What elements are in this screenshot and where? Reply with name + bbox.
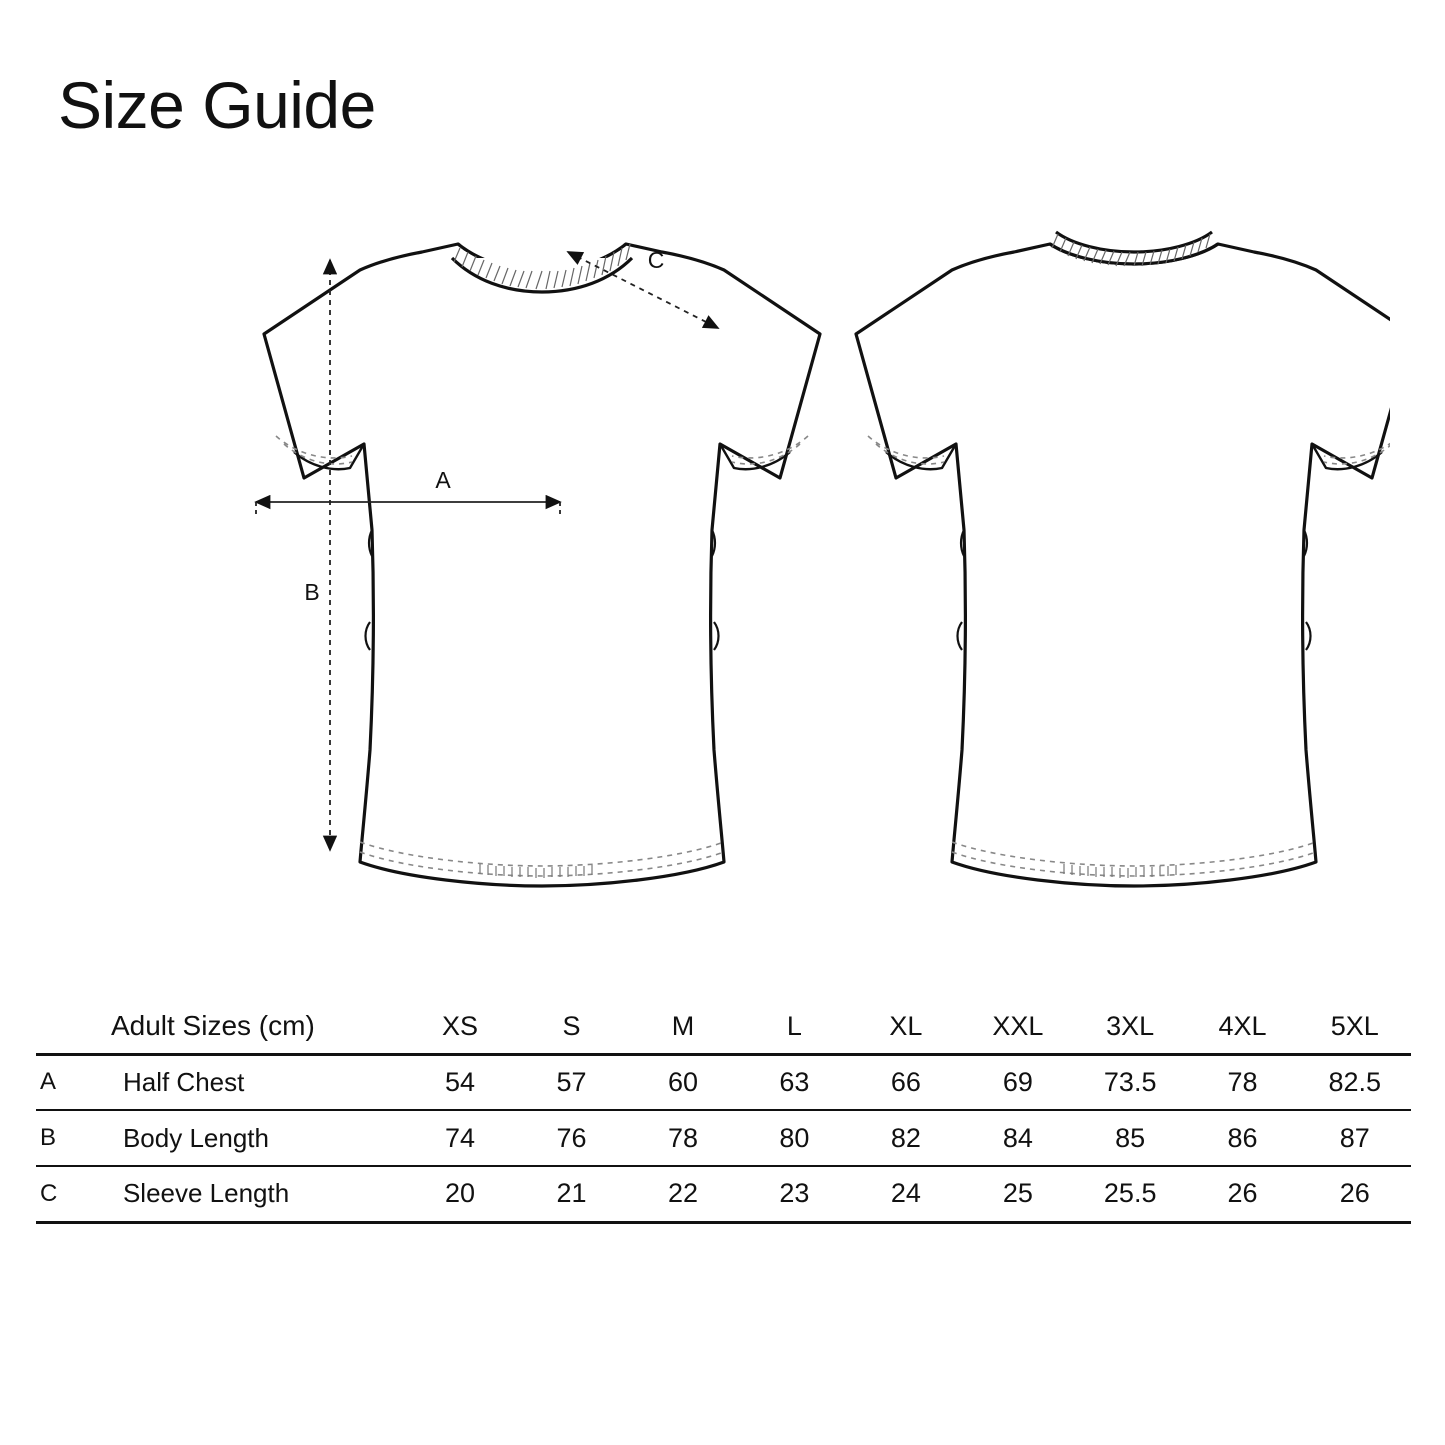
cell-c-s: 21 xyxy=(516,1166,627,1222)
table-row xyxy=(36,1110,1411,1166)
size-chart-table xyxy=(36,1000,1411,1224)
cell-b-m: 78 xyxy=(627,1110,738,1166)
cell-a-xxl: 69 xyxy=(962,1054,1074,1110)
header-key xyxy=(36,1000,81,1054)
header-size-3xl: 3XL xyxy=(1074,1000,1186,1054)
cell-a-l: 63 xyxy=(739,1054,850,1110)
row-key-c: C xyxy=(36,1166,81,1222)
row-key-a: A xyxy=(36,1054,81,1110)
table-row xyxy=(36,1054,1411,1110)
cell-a-xs: 54 xyxy=(404,1054,516,1110)
cell-a-5xl: 82.5 xyxy=(1299,1054,1411,1110)
cell-c-3xl: 25.5 xyxy=(1074,1166,1186,1222)
table-header-row xyxy=(36,1000,1411,1054)
cell-a-3xl: 73.5 xyxy=(1074,1054,1186,1110)
header-size-5xl: 5XL xyxy=(1299,1000,1411,1054)
cell-c-5xl: 26 xyxy=(1299,1166,1411,1222)
header-size-4xl: 4XL xyxy=(1186,1000,1298,1054)
cell-c-l: 23 xyxy=(739,1166,850,1222)
dimension-letter-b: B xyxy=(304,579,320,605)
page-title: Size Guide xyxy=(58,68,376,142)
header-size-xxl: XXL xyxy=(962,1000,1074,1054)
row-label-body-length: Body Length xyxy=(81,1110,404,1166)
header-size-xs: XS xyxy=(404,1000,516,1054)
header-size-s: S xyxy=(516,1000,627,1054)
tshirt-illustration xyxy=(60,230,1390,920)
cell-b-5xl: 87 xyxy=(1299,1110,1411,1166)
cell-b-s: 76 xyxy=(516,1110,627,1166)
table-row xyxy=(36,1166,1411,1222)
row-label-sleeve-length: Sleeve Length xyxy=(81,1166,404,1222)
cell-c-xl: 24 xyxy=(850,1166,962,1222)
cell-b-l: 80 xyxy=(739,1110,850,1166)
cell-a-s: 57 xyxy=(516,1054,627,1110)
cell-c-m: 22 xyxy=(627,1166,738,1222)
cell-b-xl: 82 xyxy=(850,1110,962,1166)
t-shirt-front-view xyxy=(264,244,820,886)
t-shirt-back-view xyxy=(856,232,1390,886)
cell-a-xl: 66 xyxy=(850,1054,962,1110)
cell-c-xxl: 25 xyxy=(962,1166,1074,1222)
cell-c-xs: 20 xyxy=(404,1166,516,1222)
cell-c-4xl: 26 xyxy=(1186,1166,1298,1222)
cell-b-3xl: 85 xyxy=(1074,1110,1186,1166)
dimension-letter-c: C xyxy=(647,247,665,273)
header-size-m: M xyxy=(627,1000,738,1054)
cell-b-xxl: 84 xyxy=(962,1110,1074,1166)
header-label: Adult Sizes (cm) xyxy=(81,1000,404,1054)
row-key-b: B xyxy=(36,1110,81,1166)
cell-a-4xl: 78 xyxy=(1186,1054,1298,1110)
cell-a-m: 60 xyxy=(627,1054,738,1110)
cell-b-4xl: 86 xyxy=(1186,1110,1298,1166)
dimension-letter-a: A xyxy=(435,467,451,493)
header-size-l: L xyxy=(739,1000,850,1054)
row-label-half-chest: Half Chest xyxy=(81,1054,404,1110)
header-size-xl: XL xyxy=(850,1000,962,1054)
cell-b-xs: 74 xyxy=(404,1110,516,1166)
